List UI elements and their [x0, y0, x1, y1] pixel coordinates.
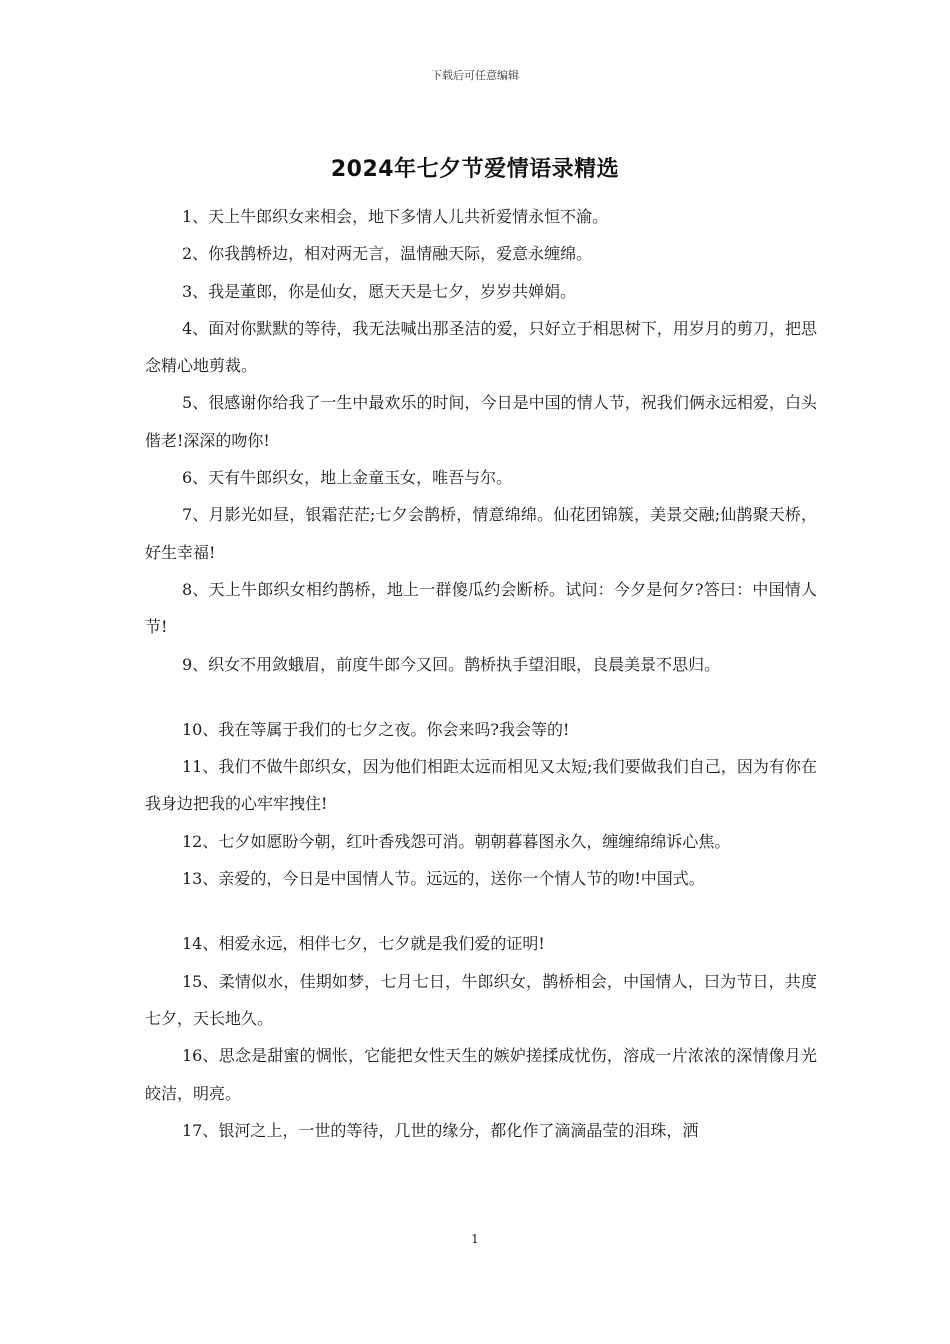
paragraph-17: 17、银河之上，一世的等待，几世的缘分，都化作了滴滴晶莹的泪珠，洒 — [182, 1120, 699, 1140]
header-note: 下载后可任意编辑 — [431, 69, 519, 82]
paragraph-12: 12、七夕如愿盼今朝，红叶香残怨可消。朝朝暮暮图永久，缠缠绵绵诉心焦。 — [182, 831, 731, 851]
paragraph-13: 13、亲爱的，今日是中国情人节。远远的，送你一个情人节的吻!中国式。 — [182, 869, 705, 889]
paragraph-9: 9、织女不用敛蛾眉，前度牛郎今又回。鹊桥执手望泪眼，良晨美景不思归。 — [182, 654, 721, 674]
paragraph-6: 6、天有牛郎织女，地上金童玉女，唯吾与尔。 — [182, 468, 513, 488]
paragraph-10: 10、我在等属于我们的七夕之夜。你会来吗?我会等的! — [182, 719, 570, 739]
paragraph-7: 7、月影光如昼，银霜茫茫;七夕会鹊桥，情意绵绵。仙花团锦簇，美景交融;仙鹊聚天桥，好生幸福! — [145, 505, 817, 562]
paragraph-15: 15、柔情似水，佳期如梦，七月七日，牛郎织女，鹊桥相会，中国情人，曰为节日，共度七夕，天长地久。 — [145, 971, 817, 1028]
body-text — [145, 198, 817, 1149]
page-number: 1 — [471, 1232, 479, 1246]
paragraph-1: 1、天上牛郎织女来相会，地下多情人儿共祈爱情永恒不渝。 — [182, 207, 609, 226]
paragraph-4: 4、面对你默默的等待，我无法喊出那圣洁的爱，只好立于相思树下，用岁月的剪刀，把思念精心地剪裁。 — [145, 318, 817, 376]
paragraph-2: 2、你我鹊桥边，相对两无言，温情融天际，爱意永缠绵。 — [182, 244, 593, 264]
paragraph-14: 14、相爱永远，相伴七夕，七夕就是我们爱的证明! — [182, 934, 545, 954]
paragraph-8: 8、天上牛郎织女相约鹊桥，地上一群傻瓜约会断桥。试问：今夕是何夕?答曰：中国情人节! — [145, 579, 817, 637]
paragraph-5: 5、很感谢你给我了一生中最欢乐的时间，今日是中国的情人节，祝我们俩永远相爱，白头偕老!深深的吻你! — [145, 393, 817, 450]
paragraph-3: 3、我是董郎，你是仙女，愿天天是七夕，岁岁共婵娟。 — [182, 281, 577, 301]
page-title: 2024年七夕节爱情语录精选 — [330, 157, 620, 182]
paragraph-11: 11、我们不做牛郎织女，因为他们相距太远而相见又太短;我们要做我们自己，因为有你在我身边把我的心牢牢拽住! — [145, 757, 817, 814]
paragraph-16: 16、思念是甜蜜的惆怅，它能把女性天生的嫉妒搓揉成忧伤，溶成一片浓浓的深情像月光皎洁，明亮。 — [145, 1046, 817, 1103]
